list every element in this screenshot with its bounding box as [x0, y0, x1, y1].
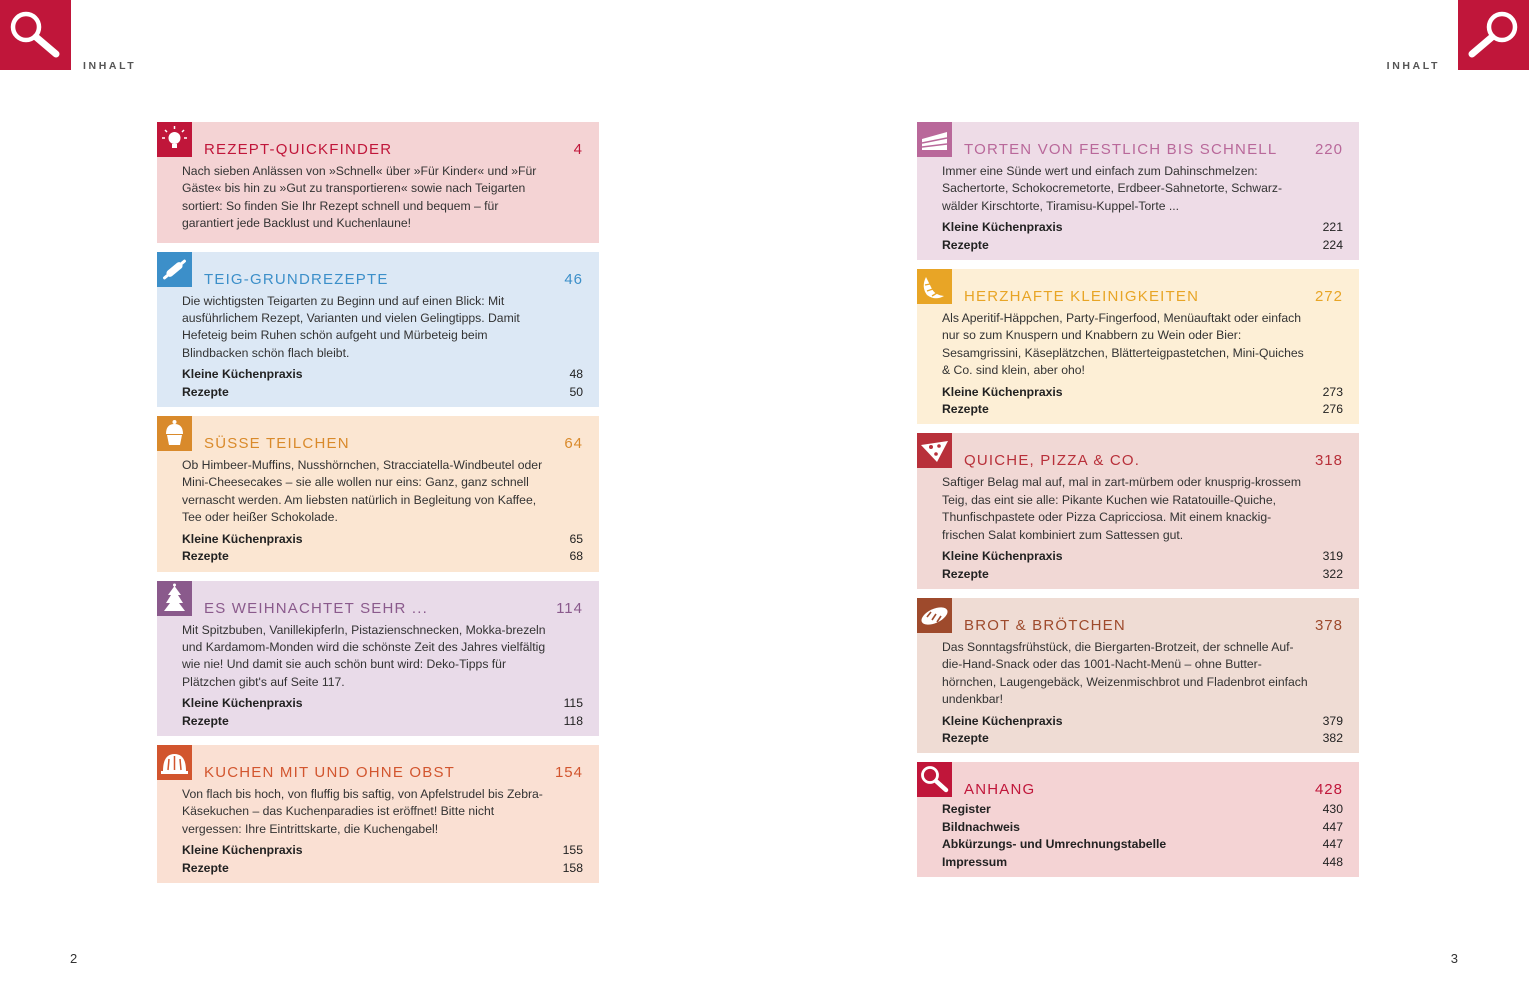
corner-badge-right	[1458, 0, 1529, 70]
entry-page-number: 447	[1322, 819, 1343, 834]
toc-entry[interactable]	[942, 730, 1343, 747]
entry-label: Impressum	[942, 854, 1008, 869]
entry-label: Kleine Küchenpraxis	[182, 367, 303, 382]
entry-label: Rezepte	[182, 549, 229, 564]
entry-page-number: 155	[562, 843, 583, 858]
entry-label: Rezepte	[942, 730, 989, 745]
section-page-number: 4	[573, 141, 583, 158]
section-description: Von flach bis hoch, von fluffig bis saftig, von Apfelstrudel bis Zebra-Käsekuchen – das Kuchenparadies ist eröffnet! Bitte nicht vergessen: Ihre Eintrittskarte, die Kuchengabel!	[182, 786, 543, 836]
section-entries	[942, 384, 1343, 425]
section-entries	[942, 801, 1343, 877]
entry-page-number: 322	[1322, 566, 1343, 581]
toc-section-rezept-quickfinder	[157, 122, 599, 243]
section-entries	[182, 531, 583, 572]
section-page-number: 272	[1314, 288, 1343, 306]
section-description: Immer eine Sünde wert und einfach zum Dahinschmelzen: Sachertorte, Schokocremetorte, Erdbeer-Sahnetorte, Schwarz-wälder Kirschtorte, Tiramisu-Kuppel-Torte ...	[942, 164, 1283, 213]
section-description: Saftiger Belag mal auf, mal in zart-mürbem oder knusprig-krossem Teig, das eint sie alle: Pikante Kuchen wie Ratatouille-Quiche, Thunfischpastete oder Pizza Capricciosa. Mit einem knackig-frischen Salat kombiniert zum Sattessen gut.	[942, 475, 1301, 542]
section-page-number: 220	[1314, 141, 1343, 158]
section-entries	[182, 695, 583, 736]
entry-page-number: 319	[1322, 549, 1343, 564]
entry-page-number: 273	[1322, 384, 1343, 399]
section-page-number: 154	[554, 763, 583, 781]
toc-entry[interactable]	[182, 366, 583, 383]
entry-label: Rezepte	[942, 566, 989, 581]
section-description: Nach sieben Anlässen von »Schnell« über »Für Kinder« und »Für Gäste« bis hin zu »Gut zu transportieren« sowie nach Teigarten sortiert: So finden Sie Ihr Rezept schnell und bequem – für garantiert jede Backlust und Kuchenlaune!	[182, 164, 537, 231]
toc-entry[interactable]	[942, 713, 1343, 730]
running-head-right: INHALT	[1386, 60, 1440, 72]
entry-page-number: 430	[1322, 802, 1343, 817]
toc-section-torten-von-festlich-bis-schnell	[917, 122, 1359, 260]
section-title[interactable]: ES WEIHNACHTET SEHR ...	[204, 599, 429, 617]
section-description: Das Sonntagsfrühstück, die Biergarten-Brotzeit, der schnelle Auf-die-Hand-Snack oder das 1001-Nacht-Menü – ohne Butter-hörnchen, Laugengebäck, Weizenmischbrot und Fladenbrot einfach undenkbar!	[942, 639, 1308, 707]
toc-entry[interactable]	[942, 836, 1343, 853]
toc-entry[interactable]	[182, 548, 583, 565]
entry-label: Rezepte	[182, 860, 229, 875]
section-title[interactable]: TEIG-GRUNDREZEPTE	[204, 270, 389, 288]
toc-section-anhang	[917, 762, 1359, 877]
toc-entry[interactable]	[182, 713, 583, 730]
section-page-number: 428	[1314, 781, 1343, 799]
section-entries	[942, 219, 1343, 260]
toc-entry[interactable]	[942, 548, 1343, 565]
section-title[interactable]: HERZHAFTE KLEINIGKEITEN	[964, 288, 1200, 306]
toc-entry[interactable]	[942, 401, 1343, 418]
toc-left-column	[157, 122, 599, 892]
section-title[interactable]: BROT & BRÖTCHEN	[964, 616, 1126, 634]
toc-section-es-weihnachtet-sehr	[157, 581, 599, 736]
section-page-number: 46	[564, 270, 583, 288]
entry-page-number: 224	[1322, 237, 1343, 252]
toc-entry[interactable]	[182, 695, 583, 712]
entry-label: Kleine Küchenpraxis	[182, 696, 303, 711]
toc-entry[interactable]	[182, 384, 583, 401]
entry-label: Abkürzungs- und Umrechnungstabelle	[942, 837, 1167, 852]
magnifier-icon	[8, 9, 62, 61]
toc-entry[interactable]	[182, 860, 583, 877]
toc-entry[interactable]	[942, 801, 1343, 818]
entry-page-number: 379	[1322, 713, 1343, 728]
section-entries	[942, 548, 1343, 589]
entry-page-number: 115	[563, 696, 583, 711]
section-description: Die wichtigsten Teigarten zu Beginn und auf einen Blick: Mit ausführlichem Rezept, Varianten und vielen Gelingtipps. Damit Hefeteig beim Ruhen schön aufgeht und Mürbeteig beim Blindbacken schön flach bleibt.	[182, 293, 520, 360]
section-entries	[942, 713, 1343, 754]
toc-entry[interactable]	[942, 237, 1343, 254]
section-description: Als Aperitif-Häppchen, Party-Fingerfood, Menüauftakt oder einfach nur so zum Knuspern und Knabbern zu Wein oder Bier: Sesamgrissini, Käseplätzchen, Blätterteigpastetchen, Mini-Quiches & Co. sind klein, aber oho!	[942, 311, 1304, 378]
toc-right-column	[917, 122, 1359, 886]
entry-page-number: 50	[569, 384, 583, 399]
entry-page-number: 118	[563, 713, 583, 728]
entry-label: Kleine Küchenpraxis	[182, 531, 303, 546]
toc-section-teig-grundrezepte	[157, 252, 599, 407]
section-entries	[182, 366, 583, 407]
page-number-right: 3	[1450, 951, 1458, 966]
entry-label: Rezepte	[182, 384, 229, 399]
entry-label: Kleine Küchenpraxis	[182, 843, 303, 858]
toc-entry[interactable]	[942, 384, 1343, 401]
section-title[interactable]: REZEPT-QUICKFINDER	[204, 141, 393, 158]
section-page-number: 64	[564, 435, 583, 453]
entry-page-number: 48	[569, 367, 583, 382]
entry-label: Rezepte	[942, 402, 989, 417]
toc-section-kuchen-mit-und-ohne-obst	[157, 745, 599, 883]
entry-label: Kleine Küchenpraxis	[942, 220, 1063, 235]
magnifier-icon	[1466, 9, 1520, 61]
entry-page-number: 448	[1322, 854, 1343, 869]
section-page-number: 114	[556, 599, 583, 617]
entry-page-number: 447	[1322, 837, 1343, 852]
corner-badge-left	[0, 0, 71, 70]
toc-entry[interactable]	[942, 854, 1343, 871]
entry-label: Kleine Küchenpraxis	[942, 384, 1063, 399]
entry-label: Rezepte	[942, 237, 989, 252]
section-title[interactable]: KUCHEN MIT UND OHNE OBST	[204, 763, 456, 781]
section-entries	[182, 842, 583, 883]
toc-entry[interactable]	[942, 566, 1343, 583]
entry-label: Bildnachweis	[942, 819, 1020, 834]
toc-entry[interactable]	[942, 219, 1343, 236]
entry-label: Kleine Küchenpraxis	[942, 549, 1063, 564]
entry-page-number: 276	[1322, 402, 1343, 417]
section-page-number: 378	[1314, 616, 1343, 634]
toc-entry[interactable]	[942, 819, 1343, 836]
page-number-left: 2	[70, 951, 78, 966]
toc-section-brot-brötchen	[917, 598, 1359, 753]
section-description: Mit Spitzbuben, Vanillekipferln, Pistazienschnecken, Mokka-brezeln und Kardamom-Monden wird die schönste Zeit des Jahres vielfältig wie nie! Und damit sie auch schön bunt wird: Deko-Tipps für Plätzchen gibt's auf Seite 117.	[182, 622, 546, 689]
toc-section-quiche-pizza-co	[917, 433, 1359, 588]
section-title[interactable]: QUICHE, PIZZA & CO.	[964, 452, 1141, 470]
entry-page-number: 65	[569, 531, 583, 546]
entry-page-number: 382	[1322, 730, 1343, 745]
toc-entry[interactable]	[182, 842, 583, 859]
entry-label: Register	[942, 802, 991, 817]
toc-section-süsse-teilchen	[157, 416, 599, 571]
entry-page-number: 221	[1322, 220, 1343, 235]
running-head-left: INHALT	[83, 60, 137, 72]
section-description: Ob Himbeer-Muffins, Nusshörnchen, Stracciatella-Windbeutel oder Mini-Cheesecakes – sie alle wollen nur eins: Ganz, ganz schnell vernascht werden. Am liebsten natürlich in Begleitung von Kaffee, Tee oder heißer Schokolade.	[182, 458, 543, 525]
section-title[interactable]: SÜSSE TEILCHEN	[204, 435, 350, 453]
section-title[interactable]: ANHANG	[964, 781, 1036, 799]
entry-label: Rezepte	[182, 713, 229, 728]
entry-label: Kleine Küchenpraxis	[942, 713, 1063, 728]
entry-page-number: 68	[569, 549, 583, 564]
section-title[interactable]: TORTEN VON FESTLICH BIS SCHNELL	[964, 141, 1278, 158]
entry-page-number: 158	[562, 860, 583, 875]
section-page-number: 318	[1314, 452, 1343, 470]
toc-entry[interactable]	[182, 531, 583, 548]
toc-section-herzhafte-kleinigkeiten	[917, 269, 1359, 424]
